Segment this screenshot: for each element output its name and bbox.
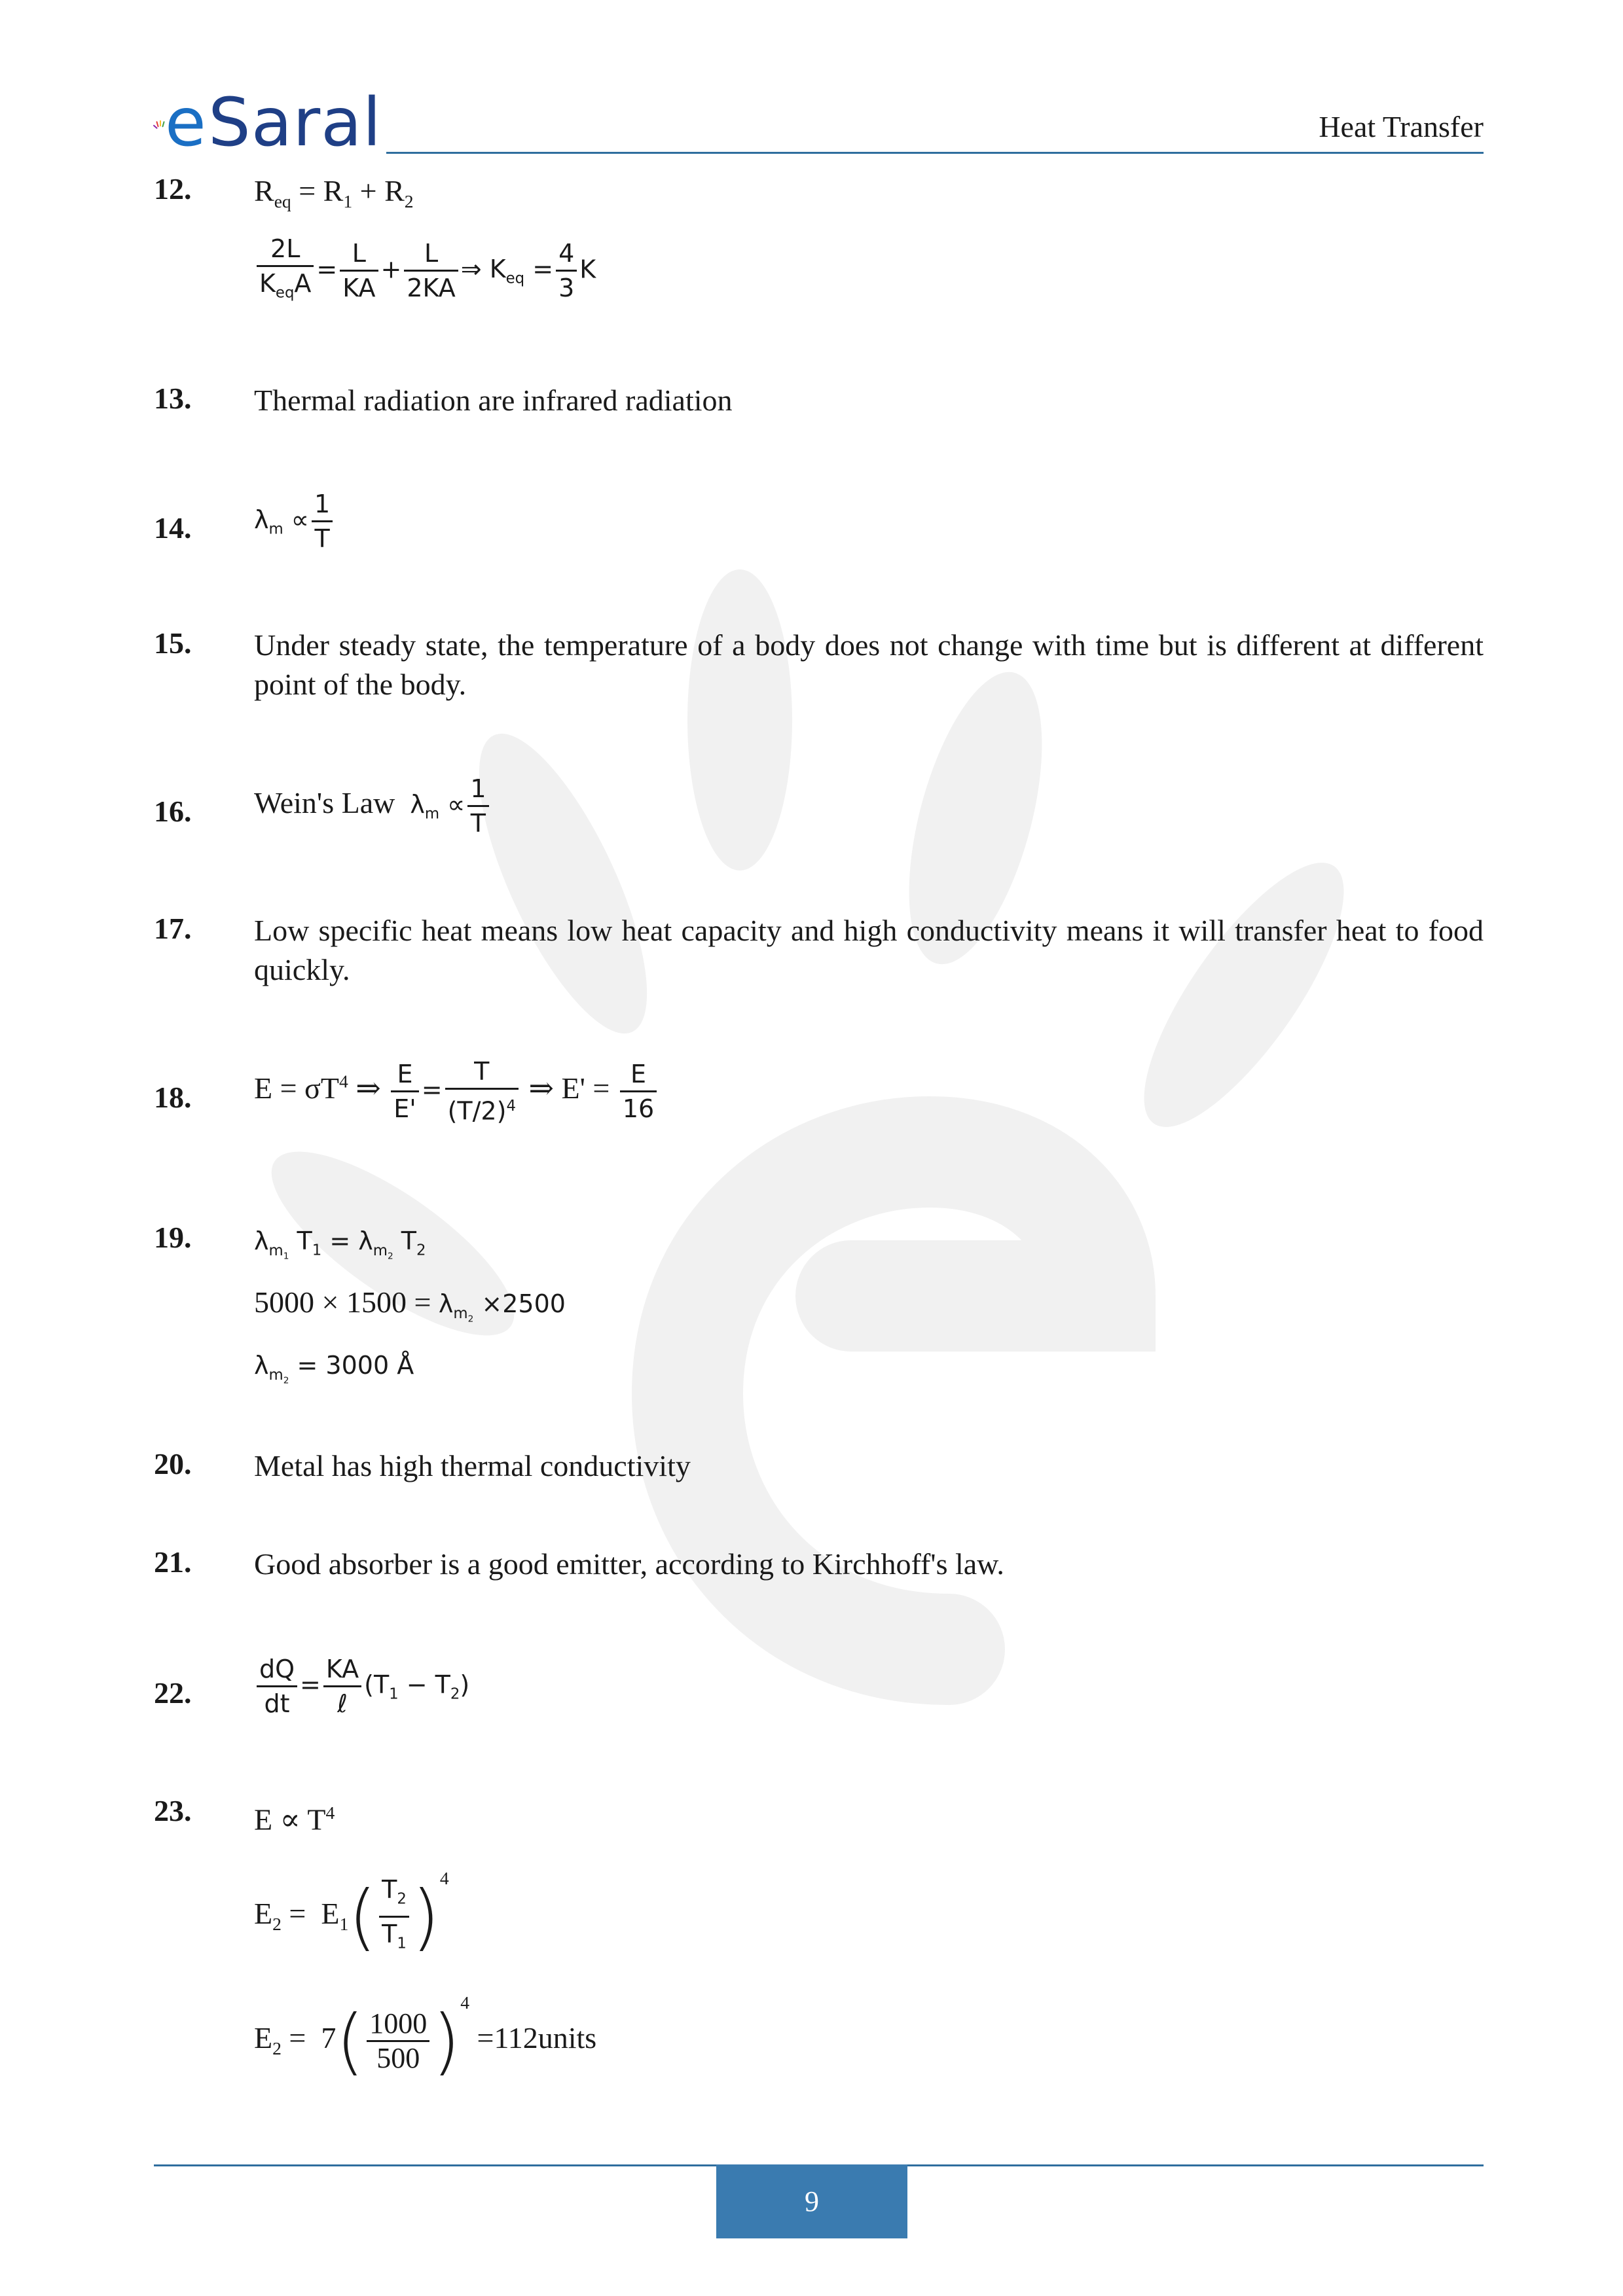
answer-12-line2: $\frac{2L}{K_{eq}A}$ = $\frac{L}{KA}$ + $\frac{L}{2KA}$ ⇒ $K_{eq}$ = $\frac{4}{3}$ K [254, 232, 1484, 310]
answer-13-text: Thermal radiation are infrared radiation [254, 384, 733, 417]
question-number: 15. [154, 626, 192, 660]
question-number: 18. [154, 1081, 192, 1114]
question-number: 21. [154, 1545, 192, 1579]
answer-21-text: Good absorber is a good emitter, according to Kirchhoff's law. [254, 1547, 1004, 1581]
question-number: 22. [154, 1676, 192, 1710]
question-number: 16. [154, 795, 192, 828]
answer-23-line1: $E \propto T^4$ [254, 1803, 335, 1837]
answer-23-line3: $E_2 = 7$( $\frac{1000}{500}$ )$^4$ =112units [254, 1992, 597, 2083]
answer-19-line1: $\lambda_{m_1}$ $T_1 = \lambda_{m_2}$ $T_2$ [254, 1227, 426, 1262]
answer-19-line2: $5000 \times 1500 = \lambda_{m_2} \times 2500$ [254, 1285, 566, 1325]
answer-18-equation: $E = \sigma T^4$ ⇒ $\frac{E}{E'}$ = $\frac{T}{(T/2)^4}$ ⇒ E' = $\frac{E}{16}$ [254, 1055, 1484, 1128]
question-number: 23. [154, 1794, 192, 1827]
answer-22-equation: $\frac{dQ}{dt}$ = $\frac{KA}{\text{ℓ}}$ $(T_1 - T_2)$ [254, 1653, 1484, 1720]
brand-logo-text: Saral [208, 84, 382, 162]
answer-12-line1: $R_{eq} = R_1 + R_2$ [254, 174, 414, 212]
answer-23-line2: $E_2 = E_1$( $\frac{T_2}{T_1}$ )$^4$ [254, 1868, 449, 1959]
page-title: Heat Transfer [1319, 110, 1484, 143]
question-number: 19. [154, 1221, 192, 1254]
answer-14-equation: $\lambda_m$ ∝ $\frac{1}{T}$ [254, 488, 1484, 555]
question-number: 12. [154, 172, 192, 206]
question-number: 14. [154, 511, 192, 545]
answer-20-text: Metal has high thermal conductivity [254, 1449, 691, 1482]
header-divider [386, 152, 1484, 154]
page-number: 9 [716, 2164, 907, 2238]
question-number: 20. [154, 1447, 192, 1480]
brand-logo-prefix: e [165, 84, 206, 162]
answer-16-text: Wein's Law [254, 786, 395, 820]
question-number: 13. [154, 382, 192, 415]
question-number: 17. [154, 912, 192, 945]
answer-19-line3: $\lambda_{m_2} = 3000$ Å [254, 1351, 414, 1386]
answer-15-text: Under steady state, the temperature of a body does not change with time but is different at different point of the body. [254, 628, 1484, 701]
answer-16-line: Wein's Law $\lambda_m$ ∝ $\frac{1}{T}$ [254, 772, 1484, 840]
answer-17-text: Low specific heat means low heat capacity and high conductivity means it will transfer heat to food quickly. [254, 914, 1484, 986]
